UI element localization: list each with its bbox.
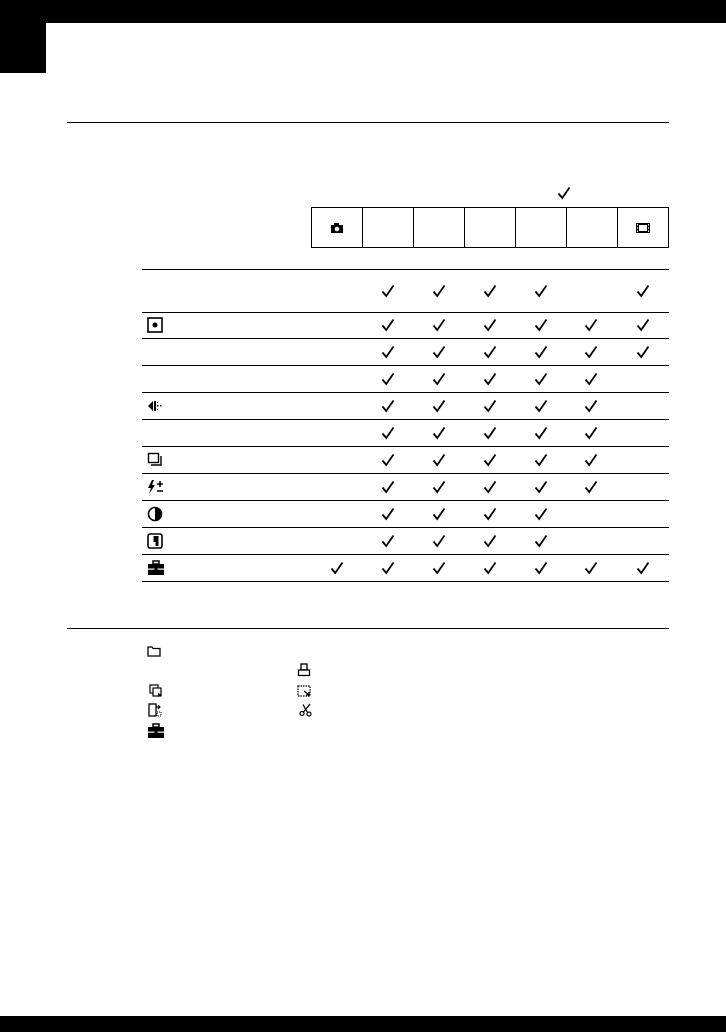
mode-header-row — [311, 207, 669, 248]
check-icon — [636, 561, 650, 575]
folder-icon — [147, 644, 161, 658]
mode-cell-4 — [465, 208, 516, 247]
check-icon — [432, 318, 446, 332]
check-icon — [483, 284, 497, 298]
check-icon — [432, 480, 446, 494]
burst-mode-icon — [147, 452, 163, 468]
top-bar — [0, 0, 726, 23]
table-rule — [142, 554, 669, 555]
check-icon — [534, 507, 548, 521]
check-icon — [432, 345, 446, 359]
table-rule — [142, 419, 669, 420]
check-icon — [636, 318, 650, 332]
check-icon — [432, 534, 446, 548]
table-rule — [142, 527, 669, 528]
check-icon — [584, 372, 598, 386]
flash-level-icon — [147, 398, 163, 414]
check-icon — [432, 372, 446, 386]
check-icon — [432, 399, 446, 413]
check-icon — [381, 318, 395, 332]
table-rule — [142, 581, 669, 582]
flash-exposure-icon — [147, 479, 163, 495]
check-icon — [534, 426, 548, 440]
check-icon — [381, 372, 395, 386]
check-icon — [483, 561, 497, 575]
movie-film-icon — [635, 222, 651, 234]
check-icon — [534, 534, 548, 548]
check-icon — [483, 372, 497, 386]
check-icon — [483, 318, 497, 332]
table-rule — [142, 392, 669, 393]
sharpness-icon — [147, 533, 163, 549]
check-icon — [534, 480, 548, 494]
check-icon — [584, 345, 598, 359]
table-rule — [142, 500, 669, 501]
check-icon — [330, 561, 344, 575]
check-icon — [483, 399, 497, 413]
section-tab — [0, 23, 46, 73]
check-icon — [534, 345, 548, 359]
table-rule — [142, 312, 669, 313]
copy-icon — [148, 703, 162, 717]
check-icon — [432, 426, 446, 440]
mode-cell-5 — [516, 208, 567, 247]
check-icon — [534, 399, 548, 413]
mode-cell-3 — [414, 208, 465, 247]
check-icon — [381, 345, 395, 359]
print-icon — [297, 663, 311, 677]
section-rule-bottom — [67, 628, 669, 629]
table-rule — [142, 446, 669, 447]
check-icon — [381, 561, 395, 575]
mode-cell-movie — [618, 208, 668, 247]
check-icon — [584, 426, 598, 440]
setup-toolbox-icon — [147, 560, 163, 576]
table-rule — [142, 473, 669, 474]
mode-cell-6 — [567, 208, 618, 247]
check-icon — [483, 453, 497, 467]
check-icon — [381, 284, 395, 298]
spot-metering-icon — [147, 317, 163, 333]
check-icon — [534, 453, 548, 467]
check-icon — [432, 284, 446, 298]
table-rule — [142, 269, 669, 270]
mode-cell-2 — [363, 208, 414, 247]
check-icon — [483, 507, 497, 521]
check-icon — [381, 399, 395, 413]
bottom-bar — [0, 1016, 726, 1032]
check-icon — [557, 186, 571, 200]
rotate-icon — [149, 684, 163, 698]
check-icon — [636, 284, 650, 298]
check-icon — [534, 318, 548, 332]
check-icon — [534, 284, 548, 298]
mode-cell-auto — [312, 208, 363, 247]
check-icon — [483, 345, 497, 359]
check-icon — [584, 318, 598, 332]
check-icon — [432, 453, 446, 467]
table-rule — [142, 365, 669, 366]
check-icon — [483, 426, 497, 440]
resize-icon — [297, 684, 311, 698]
check-icon — [381, 507, 395, 521]
check-icon — [584, 561, 598, 575]
trim-icon — [299, 703, 313, 717]
check-icon — [432, 507, 446, 521]
check-icon — [534, 372, 548, 386]
check-icon — [381, 426, 395, 440]
check-icon — [381, 453, 395, 467]
check-icon — [483, 534, 497, 548]
section-rule-top — [67, 122, 669, 123]
check-icon — [432, 561, 446, 575]
check-icon — [534, 561, 548, 575]
setup-toolbox-icon — [147, 723, 165, 737]
table-rule — [142, 338, 669, 339]
contrast-icon — [147, 506, 163, 522]
camera-icon — [330, 222, 344, 234]
check-icon — [636, 345, 650, 359]
check-icon — [584, 453, 598, 467]
check-icon — [584, 399, 598, 413]
check-icon — [584, 480, 598, 494]
check-icon — [483, 480, 497, 494]
check-icon — [381, 480, 395, 494]
check-icon — [381, 534, 395, 548]
